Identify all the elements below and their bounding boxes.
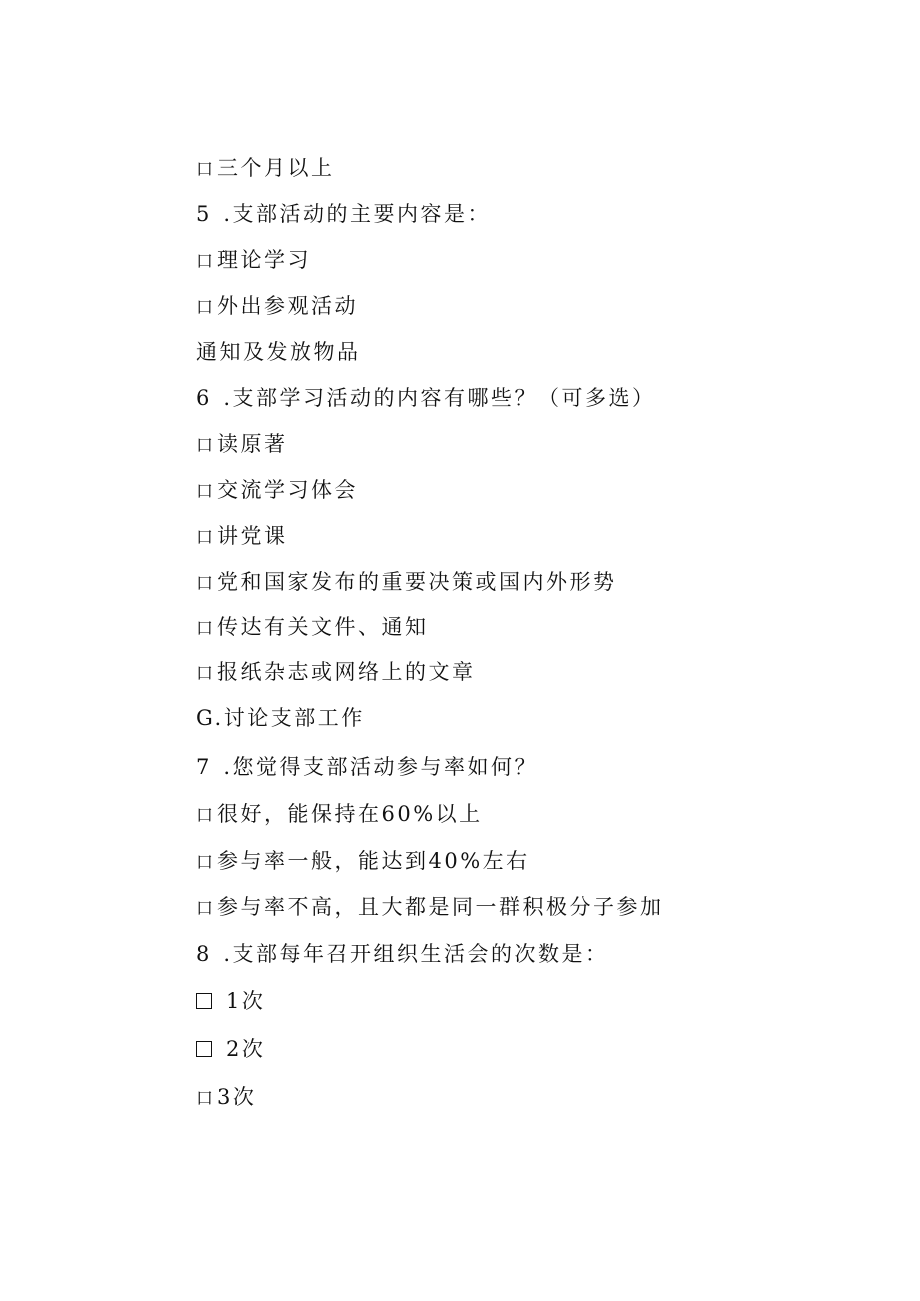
option-line <box>196 291 358 321</box>
question-number: 7 <box>196 755 210 779</box>
option-text: 3次 <box>217 1085 257 1109</box>
option-line <box>196 986 265 1016</box>
option-line <box>196 153 335 183</box>
option-text: 外出参观活动 <box>217 294 358 318</box>
option-marker: 口 <box>196 806 213 826</box>
option-marker: 口 <box>196 664 213 684</box>
option-marker: 口 <box>196 298 213 318</box>
option-line <box>196 799 483 829</box>
option-line <box>196 612 429 642</box>
option-text: 理论学习 <box>217 248 311 272</box>
question-text: .您觉得支部活动参与率如何？ <box>223 755 539 779</box>
question-line <box>196 383 656 413</box>
option-marker: 口 <box>196 482 213 502</box>
checkbox-icon <box>196 993 212 1009</box>
option-text: 党和国家发布的重要决策或国内外形势 <box>217 570 617 594</box>
question-text: .支部每年召开组织生活会的次数是： <box>223 942 609 966</box>
option-marker: 口 <box>196 853 213 873</box>
option-marker: 口 <box>196 252 213 272</box>
option-text: 2次 <box>226 1037 266 1061</box>
option-text: 讲党课 <box>217 524 288 548</box>
option-line <box>196 1034 265 1064</box>
option-marker: 口 <box>196 574 213 594</box>
option-line <box>196 337 361 367</box>
question-text: .支部学习活动的内容有哪些？（可多选） <box>223 386 656 410</box>
question-line <box>196 199 491 229</box>
option-text: 读原著 <box>217 432 288 456</box>
option-text: 报纸杂志或网络上的文章 <box>217 660 476 684</box>
option-text: 通知及发放物品 <box>196 340 361 364</box>
option-line <box>196 892 664 922</box>
option-text: G.讨论支部工作 <box>196 706 365 730</box>
option-marker: 口 <box>196 1089 213 1109</box>
question-number: 5 <box>196 202 210 226</box>
option-text: 很好，能保持在60%以上 <box>217 802 483 826</box>
question-number: 8 <box>196 942 210 966</box>
option-text: 三个月以上 <box>217 156 335 180</box>
question-number: 6 <box>196 386 210 410</box>
option-line <box>196 475 358 505</box>
option-line <box>196 429 288 459</box>
option-marker: 口 <box>196 528 213 548</box>
question-line <box>196 939 609 969</box>
option-line <box>196 567 617 597</box>
option-line <box>196 657 476 687</box>
question-text: .支部活动的主要内容是： <box>223 202 492 226</box>
option-line <box>196 1082 256 1112</box>
option-text: 参与率不高，且大都是同一群积极分子参加 <box>217 895 664 919</box>
option-line <box>196 521 288 551</box>
option-line <box>196 846 530 876</box>
option-marker: 口 <box>196 619 213 639</box>
option-text: 1次 <box>226 989 266 1013</box>
option-text: 交流学习体会 <box>217 478 358 502</box>
option-line <box>196 703 365 733</box>
option-marker: 口 <box>196 436 213 456</box>
option-marker: 口 <box>196 899 213 919</box>
question-line <box>196 752 538 782</box>
checkbox-icon <box>196 1041 212 1057</box>
option-text: 传达有关文件、通知 <box>217 615 429 639</box>
option-text: 参与率一般，能达到40%左右 <box>217 849 530 873</box>
option-marker: 口 <box>196 160 213 180</box>
option-line <box>196 245 311 275</box>
